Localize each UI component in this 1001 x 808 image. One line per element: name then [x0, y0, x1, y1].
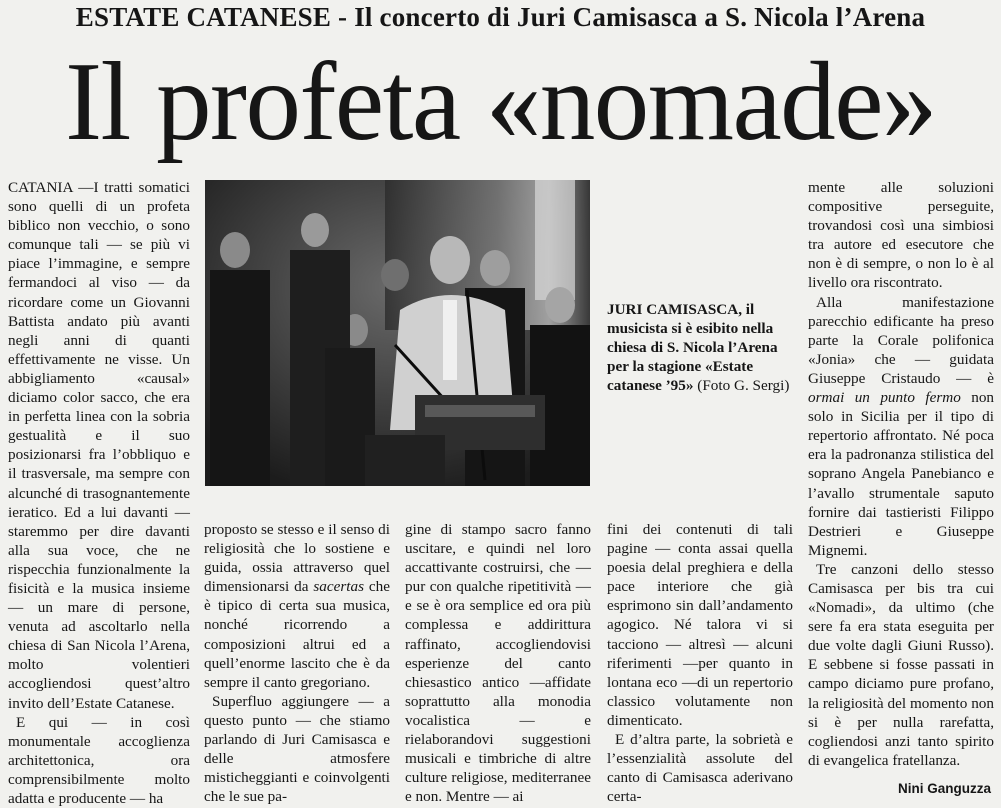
paragraph: CATANIA —I tratti somatici sono quelli di un profeta biblico non vecchio, o sono comunque tali — se più vi piace l’immagine, e sempre fermandoci al viso — da ricordare come un Giovanni Battista andato più avanti negli anni di quanti effettivamente ne visse. Un abbigliamento «causal» diciamo color sacco, che era in perfetta linea con la sobria gestualità e il suo posizionarsi fra l’obbliquo e il trasversale, ma sempre con alcunché di trasognantemente ieratico. Ed a lui davanti — staremmo per dire davanti alla sua voce, che ne rispecchia funzionalmente la fisicità e la musica insieme — un mare di persone, venuta ad ascoltarlo nella chiesa di San Nicola l’Arena, molto volentieri accogliendosi quest’altro invito dell’Estate Catanese. [8, 179, 190, 712]
photo-credit: (Foto G. Sergi) [697, 377, 790, 395]
column-1 [8, 178, 190, 807]
column-3 [405, 520, 591, 806]
paragraph: E qui — in così monumentale accoglienza architettonica, ora comprensibilmente molto adatta e producente — ha [8, 713, 190, 807]
paragraph: mente alle soluzioni compositive perseguite, trovandosi così una simbiosi tra autore ed esecutore che non è di sempre, o non lo è al livello ora riscontrato. [808, 179, 994, 292]
paragraph [204, 520, 390, 692]
column-2 [204, 520, 391, 806]
paragraph: Superfluo aggiungere — a questo punto — che stiamo parlando di Juri Camisasca e delle atmosfere misticheggianti e coinvolgenti che le sue pa- [204, 692, 390, 806]
paragraph: E d’altra parte, la sobrietà e l’essenzialità assolute del canto di Camisasca aderivano certa- [607, 731, 793, 806]
column-4 [607, 520, 793, 806]
paragraph: fini dei contenuti di tali pagine — conta assai quella poesia delal preghiera e della pace interiore che già esprimono sin dall’andamento agogico. Né talora vi si tacciono — altresì — alcuni riferimenti —per quanto in lontana eco —di un repertorio classico volutamente non dimenticato. [607, 521, 793, 729]
kicker-headline: ESTATE CATANESE - Il concerto di Juri Camisasca a S. Nicola l’Arena [75, 2, 926, 32]
concert-photo [205, 180, 590, 486]
text-run-italic: sacertas [313, 578, 365, 596]
author-byline: Nini Ganguzza [897, 781, 991, 796]
text-run-italic: ormai un punto fermo [808, 389, 961, 407]
paragraph [808, 293, 994, 560]
photo-caption [607, 300, 797, 395]
column-5 [808, 178, 994, 778]
text-run: proposto se stesso e il senso di religiosità che lo sostiene e guida, ossia attraverso quel dimensionarsi da [204, 521, 390, 596]
concert-photo-graphic [205, 180, 590, 486]
text-run: che è tipico di certa sua musica, nonché ricorrendo a composizioni altrui ed a quell’enorme lascito che è da sempre il canto gregoriano. [204, 578, 391, 691]
caption-text: JURI CAMISASCA, il musicista si è esibito nella chiesa di S. Nicola l’Arena per la stagione «Estate catanese ’95» [607, 301, 778, 395]
text-run: non solo in Sicilia per il tipo di repertorio affrontato. Né poca era la padronanza stilistica del soprano Angela Panebianco e l’avallo strumentale saputo fornire dai tastieristi Filippo Destrieri e Giuseppe Mignemi. [808, 389, 995, 559]
text-run: Alla manifestazione parecchio edificante ha preso parte la Corale polifonica «Jonia» che — guidata Giuseppe Cristaudo — è [808, 293, 994, 387]
paragraph: Tre canzoni dello stesso Camisasca per bis tra cui «Nomadi», da ultimo (che sere fa era stata eseguita per due volte dagli Giuni Russo). E sebbene si fosse passati in campo diciamo pure profano, la religiosità del momento non si è per nulla rarefatta, cogliendosi anzi tanto spirito di evangelica fratellanza. [808, 560, 994, 769]
paragraph: gine di stampo sacro fanno uscitare, e quindi nel loro accattivante costruirsi, che —pur con qualche ripetitività — e se è ora semplice ed ora più complessa e addirittura raffinato, accogliendovisi esperienze del canto chiesastico antico —affidate soprattutto alla monodia vocalistica — e rielaborandovi suggestioni musicali e timbriche di altre culture religiose, mediterranee e non. Mentre — ai [405, 521, 591, 806]
main-headline: Il profeta «nomade» [65, 40, 936, 164]
